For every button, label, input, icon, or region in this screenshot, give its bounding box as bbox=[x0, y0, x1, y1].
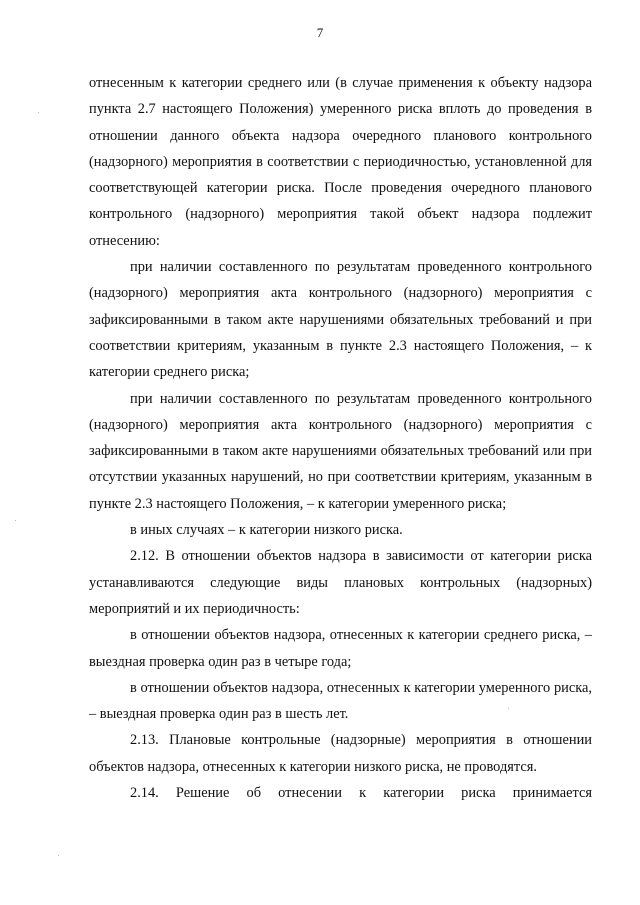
paragraph-medium-risk: при наличии составленного по результатам проведенного контрольного (надзорного) мероприятия акта контрольного (надзорного) мероприятия с зафиксированными в таком акте нарушениями обязательных требований и при соответствии критериям, указанным в пункте 2.3 настоящего Положения, – к категории среднего риска; bbox=[89, 259, 592, 381]
paragraph-2-14: 2.14. Решение об отнесении к категории риска принимается bbox=[130, 785, 592, 802]
scan-speck bbox=[508, 708, 509, 709]
paragraph-continuation: отнесенным к категории среднего или (в случае применения к объекту надзора пункта 2.7 настоящего Положения) умеренного риска вплоть до проведения в отношении данного объекта надзора очередного планового контрольного (надзорного) мероприятия в соответствии с периодичностью, установленной для соответствующей категории риска. После проведения очередного планового контрольного (надзорного) мероприятия такой объект надзора подлежит отнесению: bbox=[89, 75, 592, 249]
scan-speck bbox=[58, 855, 59, 856]
paragraph-moderate-risk: при наличии составленного по результатам проведенного контрольного (надзорного) мероприятия акта контрольного (надзорного) мероприятия с зафиксированными в таком акте нарушениями обязательных требований или при отсутствии указанных нарушений, но при соответствии критериям, указанным в пункте 2.3 настоящего Положения, – к категории умеренного риска; bbox=[89, 390, 592, 512]
paragraph-2-12: 2.12. В отношении объектов надзора в зависимости от категории риска устанавливаются следующие виды плановых контрольных (надзорных) мероприятий и их периодичность: bbox=[89, 548, 592, 617]
paragraph-moderate-risk-inspection: в отношении объектов надзора, отнесенных к категории умеренного риска, – выездная проверка один раз в шесть лет. bbox=[89, 679, 592, 723]
paragraph-low-risk: в иных случаях – к категории низкого риска. bbox=[130, 522, 403, 539]
scan-speck bbox=[38, 112, 39, 113]
paragraph-medium-risk-inspection: в отношении объектов надзора, отнесенных к категории среднего риска, – выездная проверка один раз в четыре года; bbox=[89, 627, 592, 670]
page-number: 7 bbox=[316, 25, 324, 40]
scan-speck bbox=[15, 520, 16, 521]
document-body bbox=[89, 70, 592, 806]
paragraph-2-13: 2.13. Плановые контрольные (надзорные) мероприятия в отношении объектов надзора, отнесенных к категории низкого риска, не проводятся. bbox=[89, 732, 592, 775]
